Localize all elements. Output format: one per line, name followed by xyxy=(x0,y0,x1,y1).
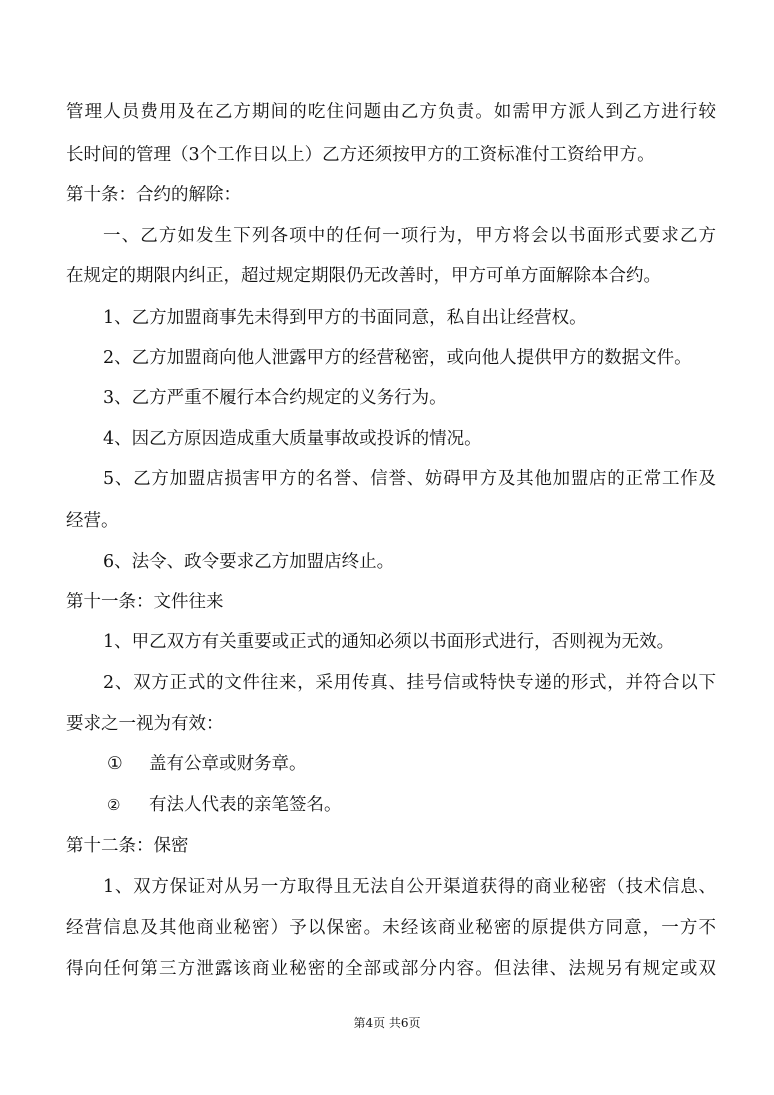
list-item: 1、双方保证对从另一方取得且无法自公开渠道获得的商业秘密（技术信息、 xyxy=(103,877,716,897)
paragraph-line: 经营信息及其他商业秘密）予以保密。未经该商业秘密的原提供方同意，一方不 xyxy=(66,918,716,938)
list-item: 5、乙方加盟店损害甲方的名誉、信誉、妨碍甲方及其他加盟店的正常工作及 xyxy=(103,469,716,489)
list-item: 6、法令、政令要求乙方加盟店终止。 xyxy=(103,552,395,572)
section-heading: 第十一条：文件往来 xyxy=(66,592,224,612)
paragraph-line: 管理人员费用及在乙方期间的吃住问题由乙方负责。如需甲方派人到乙方进行较 xyxy=(66,102,716,122)
paragraph-line: 在规定的期限内纠正，超过规定期限仍无改善时，甲方可单方面解除本合约。 xyxy=(66,266,661,286)
paragraph-line: 一、乙方如发生下列各项中的任何一项行为，甲方将会以书面形式要求乙方 xyxy=(103,226,716,246)
list-item: 1、甲乙双方有关重要或正式的通知必须以书面形式进行，否则视为无效。 xyxy=(103,632,675,652)
list-item: 盖有公章或财务章。 xyxy=(149,754,307,774)
section-heading: 第十条：合约的解除： xyxy=(66,185,241,205)
circled-number-2: ② xyxy=(107,796,121,814)
list-item: 3、乙方严重不履行本合约规定的义务行为。 xyxy=(103,388,447,408)
paragraph-line: 要求之一视为有效： xyxy=(66,714,224,734)
paragraph-line: 得向任何第三方泄露该商业秘密的全部或部分内容。但法律、法规另有规定或双 xyxy=(66,959,716,979)
section-heading: 第十二条：保密 xyxy=(66,836,189,856)
list-item: 2、乙方加盟商向他人泄露甲方的经营秘密，或向他人提供甲方的数据文件。 xyxy=(103,348,692,368)
list-item: 1、乙方加盟商事先未得到甲方的书面同意，私自出让经营权。 xyxy=(103,308,587,328)
paragraph-line: 长时间的管理（3个工作日以上）乙方还须按甲方的工资标准付工资给甲方。 xyxy=(66,145,655,165)
list-item: 2、双方正式的文件往来，采用传真、挂号信或特快专递的形式，并符合以下 xyxy=(103,673,716,693)
list-item: 4、因乙方原因造成重大质量事故或投诉的情况。 xyxy=(103,429,482,449)
page-number-footer: 第4页 共6页 xyxy=(353,1016,421,1030)
list-item: 有法人代表的亲笔签名。 xyxy=(149,795,342,815)
paragraph-line: 经营。 xyxy=(66,511,119,531)
circled-number-1: ① xyxy=(107,754,123,774)
